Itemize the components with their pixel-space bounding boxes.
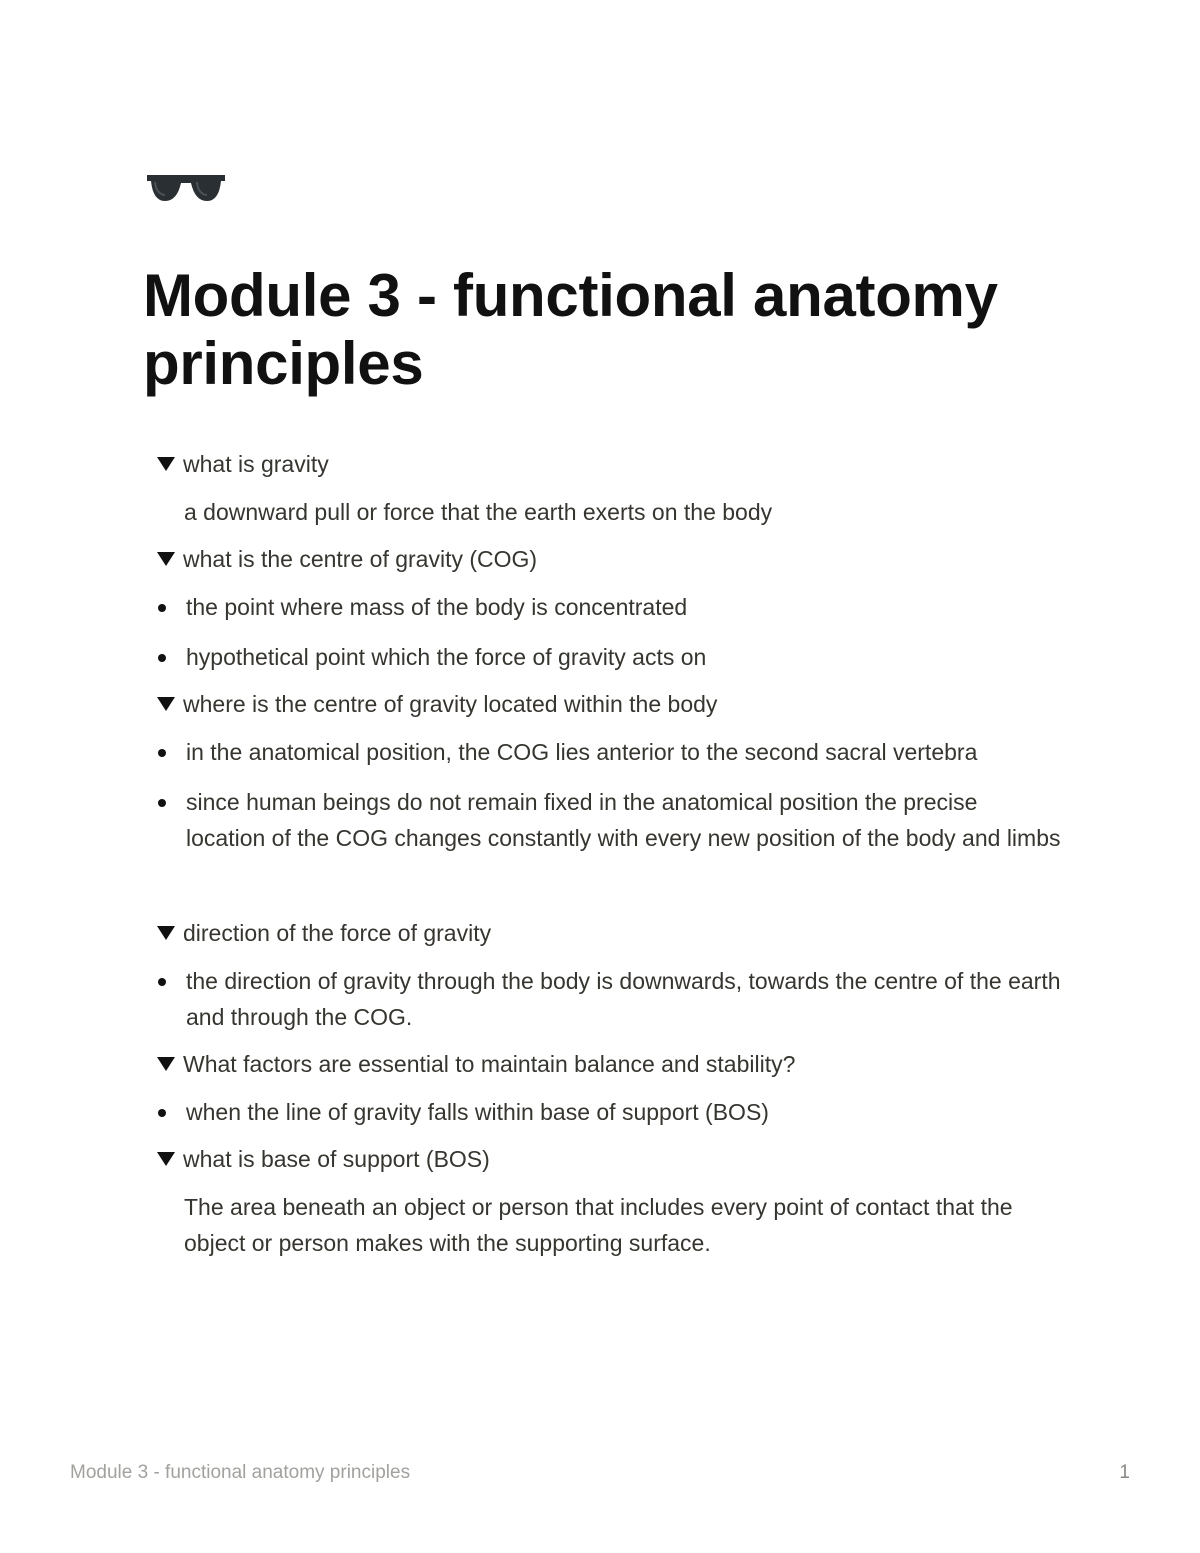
bullet-list	[143, 734, 1063, 856]
toggle-heading: where is the centre of gravity located within the body	[183, 691, 718, 717]
footer-doc-title: Module 3 - functional anatomy principles	[70, 1462, 411, 1483]
triangle-down-icon[interactable]	[157, 1143, 177, 1175]
toggle-heading: what is the centre of gravity (COG)	[183, 546, 538, 572]
toggle-header[interactable]	[143, 917, 1063, 949]
triangle-down-icon[interactable]	[157, 543, 177, 575]
bullet-list	[143, 963, 1063, 1035]
toggle-block	[143, 917, 1063, 1035]
toggle-block	[143, 448, 1063, 530]
sunglasses-icon[interactable]	[145, 170, 227, 210]
triangle-down-icon[interactable]	[157, 1048, 177, 1080]
toggle-block	[143, 543, 1063, 675]
bullet-dot-icon	[158, 604, 166, 612]
toggle-body	[143, 494, 1063, 530]
toggle-header[interactable]	[143, 448, 1063, 480]
list-item	[143, 639, 1063, 675]
bullet-dot-icon	[158, 978, 166, 986]
toggle-header[interactable]	[143, 688, 1063, 720]
toggle-heading: What factors are essential to maintain balance and stability?	[183, 1051, 796, 1077]
list-item	[143, 589, 1063, 625]
triangle-down-icon[interactable]	[157, 688, 177, 720]
toggle-header[interactable]	[143, 1048, 1063, 1080]
toggle-block	[143, 1048, 1063, 1130]
page-title: Module 3 - functional anatomy principles	[143, 262, 998, 397]
bullet-list	[143, 1094, 1063, 1130]
toggle-paragraph: The area beneath an object or person that includes every point of contact that the object or person makes with the supporting surface.	[184, 1194, 1013, 1256]
list-item	[143, 784, 1063, 856]
toggle-list	[143, 448, 1063, 1261]
bullet-dot-icon	[158, 799, 166, 807]
page-footer	[70, 1462, 1130, 1484]
toggle-body	[143, 1189, 1063, 1261]
page-number: 1	[1119, 1462, 1130, 1483]
toggle-header[interactable]	[143, 1143, 1063, 1175]
bullet-dot-icon	[158, 654, 166, 662]
bullet-text: in the anatomical position, the COG lies anterior to the second sacral vertebra	[186, 739, 978, 765]
bullet-dot-icon	[158, 1109, 166, 1117]
list-item	[143, 734, 1063, 770]
bullet-text: hypothetical point which the force of gravity acts on	[186, 644, 707, 670]
toggle-block	[143, 688, 1063, 904]
toggle-heading: what is base of support (BOS)	[183, 1146, 490, 1172]
page-content	[143, 170, 1063, 1261]
bullet-text: when the line of gravity falls within base of support (BOS)	[186, 1099, 769, 1125]
triangle-down-icon[interactable]	[157, 917, 177, 949]
toggle-heading: direction of the force of gravity	[183, 920, 492, 946]
toggle-block	[143, 1143, 1063, 1261]
bullet-text: the point where mass of the body is concentrated	[186, 594, 688, 620]
list-item	[143, 1094, 1063, 1130]
toggle-paragraph: a downward pull or force that the earth exerts on the body	[184, 499, 773, 525]
list-item	[143, 963, 1063, 1035]
bullet-dot-icon	[158, 749, 166, 757]
empty-block	[143, 856, 1063, 904]
triangle-down-icon[interactable]	[157, 448, 177, 480]
bullet-text: since human beings do not remain fixed in the anatomical position the precise location of the COG changes constantly with every new position of the body and limbs	[186, 789, 1061, 851]
bullet-text: the direction of gravity through the body is downwards, towards the centre of the earth and through the COG.	[186, 968, 1061, 1030]
bullet-list	[143, 589, 1063, 675]
toggle-heading: what is gravity	[183, 451, 329, 477]
toggle-header[interactable]	[143, 543, 1063, 575]
